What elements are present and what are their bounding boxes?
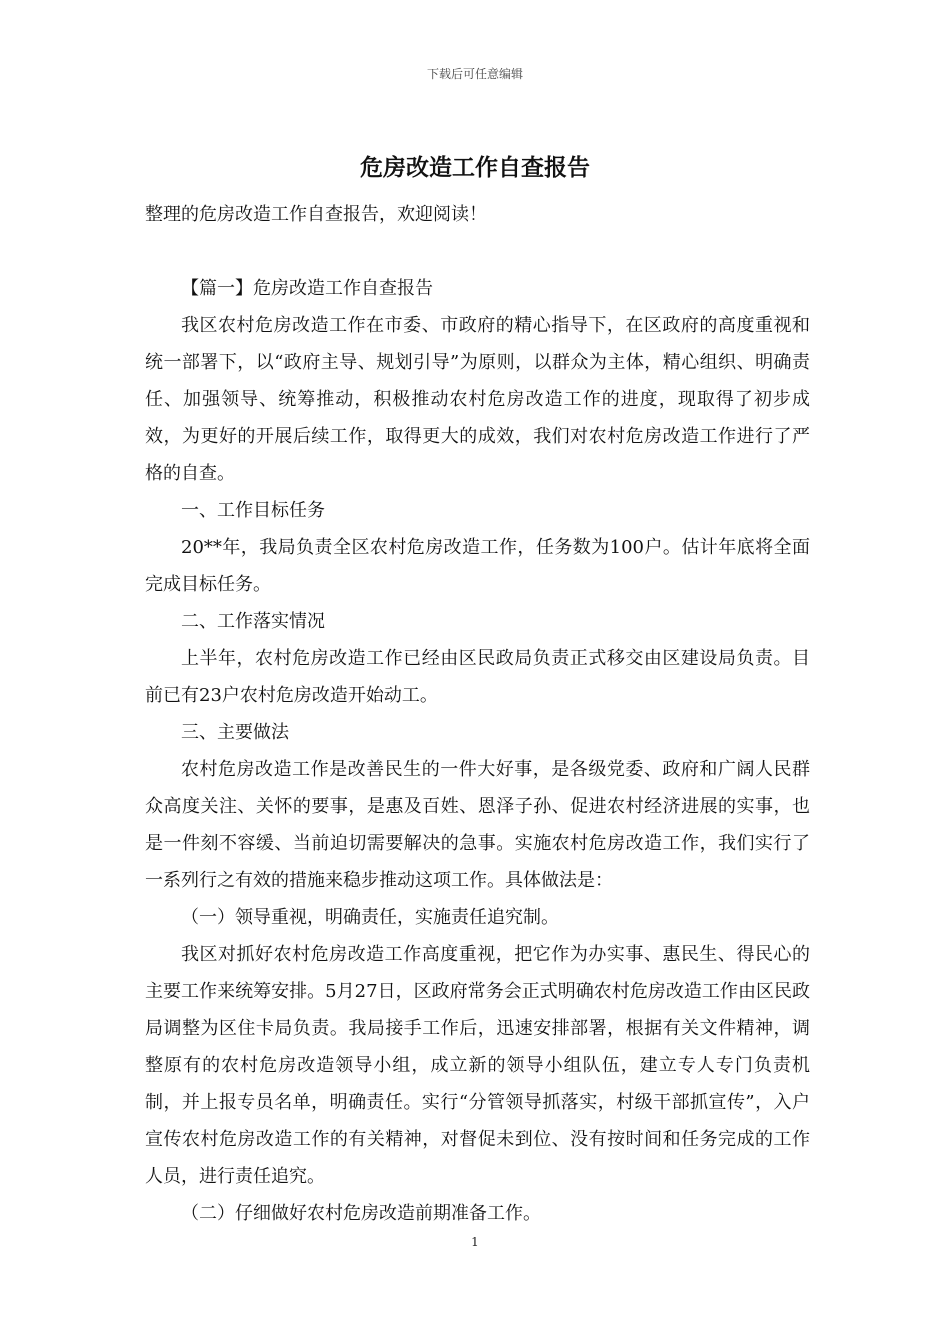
subheading-preparation: （二）仔细做好农村危房改造前期准备工作。 xyxy=(181,1203,541,1224)
page-header-note: 下载后可任意编辑 xyxy=(426,67,523,81)
document-title: 危房改造工作自查报告 xyxy=(360,154,590,181)
blank-line xyxy=(145,233,810,270)
section-heading-implementation: 二、工作落实情况 xyxy=(181,611,325,632)
section-heading-goals: 一、工作目标任务 xyxy=(181,500,325,521)
page-number: 1 xyxy=(471,1235,479,1249)
paragraph-implementation: 上半年，农村危房改造工作已经由区民政局负责正式移交由区建设局负责。目前已有23户农村危房改造开始动工。 xyxy=(145,648,810,706)
paragraph-methods: 农村危房改造工作是改善民生的一件大好事，是各级党委、政府和广阔人民群众高度关注、关怀的要事，是惠及百姓、恩泽子孙、促进农村经济进展的实事，也是一件刻不容缓、当前迫切需要解决的急事。实施农村危房改造工作，我们实行了一系列行之有效的措施来稳步推动这项工作。具体做法是： xyxy=(145,759,810,891)
subheading-leadership: （一）领导重视，明确责任，实施责任追究制。 xyxy=(181,907,559,928)
section-heading-part-one: 【篇一】危房改造工作自查报告 xyxy=(181,278,433,299)
paragraph-goals: 20**年，我局负责全区农村危房改造工作，任务数为100户。估计年底将全面完成目标任务。 xyxy=(145,537,810,595)
paragraph-leadership: 我区对抓好农村危房改造工作高度重视，把它作为办实事、惠民生、得民心的主要工作来统筹安排。5月27日，区政府常务会正式明确农村危房改造工作由区民政局调整为区住卡局负责。我局接手工作后，迅速安排部署，根据有关文件精神，调整原有的农村危房改造领导小组，成立新的领导小组队伍，建立专人专门负责机制，并上报专员名单，明确责任。实行“分管领导抓落实，村级干部抓宣传”，入户宣传农村危房改造工作的有关精神，对督促未到位、没有按时间和任务完成的工作人员，进行责任追究。 xyxy=(145,944,810,1187)
section-heading-methods: 三、主要做法 xyxy=(181,722,289,743)
paragraph-overview: 我区农村危房改造工作在市委、市政府的精心指导下，在区政府的高度重视和统一部署下，以“政府主导、规划引导”为原则，以群众为主体，精心组织、明确责任、加强领导、统筹推动，积极推动农村危房改造工作的进度，现取得了初步成效，为更好的开展后续工作，取得更大的成效，我们对农村危房改造工作进行了严格的自查。 xyxy=(145,315,810,484)
document-body xyxy=(145,196,810,1232)
intro-line: 整理的危房改造工作自查报告，欢迎阅读！ xyxy=(145,204,487,225)
